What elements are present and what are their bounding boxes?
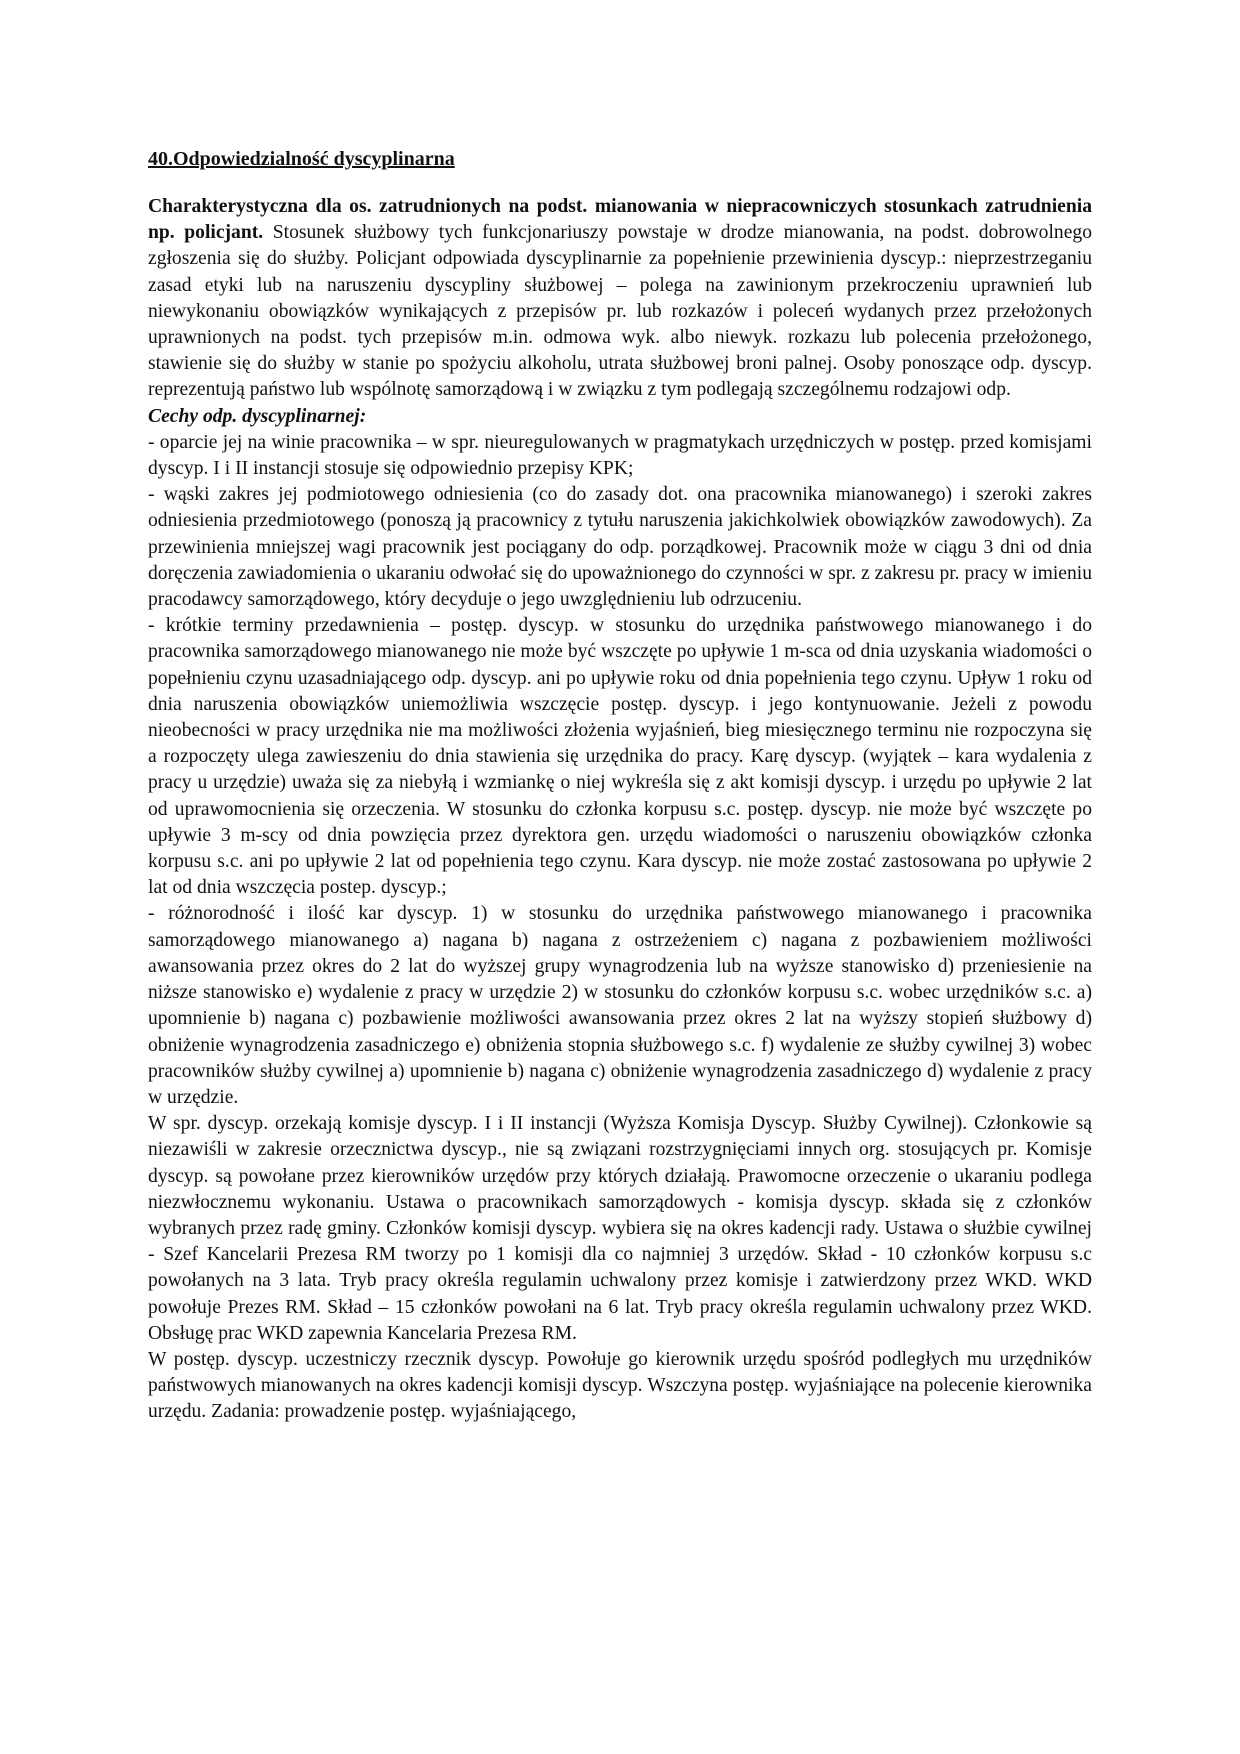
document-title: 40.Odpowiedzialność dyscyplinarna <box>148 148 455 170</box>
intro-paragraph <box>148 194 1092 404</box>
feature-item: - krótkie terminy przedawnienia – postęp. dyscyp. w stosunku do urzędnika państwowego mianowanego i do pracownika samorządowego mianowanego nie może być wszczęte po upływie 1 m-sca od dnia uzyskania wiadomości o popełnieniu czynu uzasadniającego odp. dyscyp. ani po upływie roku od dnia popełnienia tego czynu. Upływ 1 roku od dnia naruszenia obowiązków uniemożliwia wszczęcie postęp. dyscyp. i jego kontynuowanie. Jeżeli z powodu nieobecności w pracy urzędnika nie ma możliwości złożenia wyjaśnień, bieg miesięcznego terminu nie rozpoczyna się a rozpoczęty ulega zawieszeniu do dnia stawienia się urzędnika do pracy. Karę dyscyp. (wyjątek – kara wydalenia z pracy u urzędzie) uważa się za niebyłą i wzmiankę o niej wykreśla się z akt komisji dyscyp. i urzędu po upływie 2 lat od uprawomocnienia się orzeczenia. W stosunku do członka korpusu s.c. postęp. dyscyp. nie może być wszczęte po upływie 3 m-scy od dnia powzięcia przez dyrektora gen. urzędu wiadomości o naruszeniu obowiązków członka korpusu s.c. ani po upływie 2 lat od popełnienia tego czynu. Kara dyscyp. nie może zostać zastosowana po upływie 2 lat od dnia wszczęcia postep. dyscyp.; <box>148 615 1092 899</box>
intro-rest: Stosunek służbowy tych funkcjonariuszy powstaje w drodze mianowania, na podst. dobrowolnego zgłoszenia się do służby. Policjant odpowiada dyscyplinarnie za popełnienie przewinienia dyscyp.: nieprzestrzeganiu zasad etyki lub na naruszeniu dyscypliny służbowej – polega na zawinionym przekroczeniu uprawnień lub niewykonaniu obowiązków wynikających z przepisów pr. lub rozkazów i poleceń wydanych przez przełożonych uprawnionych na podst. tych przepisów m.in. odmowa wyk. albo niewyk. rozkazu lub polecenia przełożonego, stawienie się do służby w stanie po spożyciu alkoholu, utrata służbowej broni palnej. Osoby ponoszące odp. dyscyp. reprezentują państwo lub wspólnotę samorządową i w związku z tym podlegają szczególnemu rodzajowi odp. <box>148 222 1092 401</box>
commissions-paragraph: W spr. dyscyp. orzekają komisje dyscyp. I i II instancji (Wyższa Komisja Dyscyp. Służby Cywilnej). Członkowie są niezawiśli w zakresie orzecznictwa dyscyp., nie są związani rozstrzygnięciami innych org. stosujących pr. Komisje dyscyp. są powołane przez kierowników urzędów przy których działają. Prawomocne orzeczenie o ukaraniu podlega niezwłocznemu wykonaniu. Ustawa o pracownikach samorządowych - komisja dyscyp. składa się z członków wybranych przez radę gminy. Członków komisji dyscyp. wybiera się na okres kadencji rady. Ustawa o służbie cywilnej - Szef Kancelarii Prezesa RM tworzy po 1 komisji dla co najmniej 3 urzędów. Skład - 10 członków korpusu s.c powołanych na 3 lata. Tryb pracy określa regulamin uchwalony przez komisje i zatwierdzony przez WKD. WKD powołuje Prezes RM. Skład – 15 członków powołani na 6 lat. Tryb pracy określa regulamin uchwalony przez WKD. Obsługę prac WKD zapewnia Kancelaria Prezesa RM. <box>148 1113 1092 1344</box>
feature-item: - oparcie jej na winie pracownika – w spr. nieuregulowanych w pragmatykach urzędniczych w postęp. przed komisjami dyscyp. I i II instancji stosuje się odpowiednio przepisy KPK; <box>148 431 1092 480</box>
feature-item: - różnorodność i ilość kar dyscyp. 1) w stosunku do urzędnika państwowego mianowanego i pracownika samorządowego mianowanego a) nagana b) nagana z ostrzeżeniem c) nagana z pozbawieniem możliwości awansowania przez okres do 2 lat do wyższej grupy wynagrodzenia lub na wyższe stanowisko d) przeniesienie na niższe stanowisko e) wydalenie z pracy w urzędzie 2) w stosunku do członków korpusu s.c. wobec urzędników s.c. a) upomnienie b) nagana c) pozbawienie możliwości awansowania przez okres 2 lat na wyższy stopień służbowy d) obniżenie wynagrodzenia zasadniczego e) obniżenia stopnia służbowego s.c. f) wydalenie ze służby cywilnej 3) wobec pracowników służby cywilnej a) upomnienie b) nagana c) obniżenie wynagrodzenia zasadniczego d) wydalenie z pracy w urzędzie. <box>148 903 1092 1108</box>
features-heading: Cechy odp. dyscyplinarnej: <box>148 405 367 427</box>
feature-item: - wąski zakres jej podmiotowego odniesienia (co do zasady dot. ona pracownika mianowanego) i szeroki zakres odniesienia przedmiotowego (ponoszą ją pracownicy z tytułu naruszenia jakichkolwiek obowiązków zawodowych). Za przewinienia mniejszej wagi pracownik jest pociągany do odp. porządkowej. Pracownik może w ciągu 3 dni od dnia doręczenia zawiadomienia o ukaraniu odwołać się do upoważnionego do czynności w spr. z zakresu pr. pracy w imieniu pracodawcy samorządowego, który decyduje o jego uwzględnieniu lub odrzuceniu. <box>148 484 1092 611</box>
spokesman-paragraph: W postęp. dyscyp. uczestniczy rzecznik dyscyp. Powołuje go kierownik urzędu spośród podległych mu urzędników państwowych mianowanych na okres kadencji komisji dyscyp. Wszczyna postęp. wyjaśniające na polecenie kierownika urzędu. Zadania: prowadzenie postęp. wyjaśniającego, <box>148 1348 1092 1423</box>
intro-lead: Charakterystyczna dla os. zatrudnionych na podst. mianowania w niepracowniczych stosunkach zatrudnienia np. policjant. <box>148 196 1092 244</box>
document-page <box>148 146 1092 1426</box>
